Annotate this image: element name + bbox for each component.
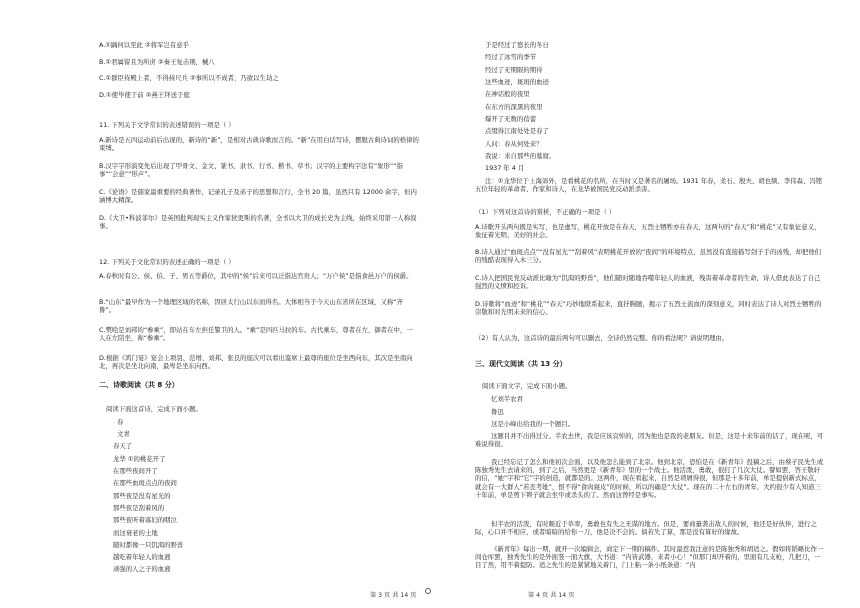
poem-line: 点缀得江南处处是春了 — [485, 127, 549, 135]
q10-option-b: B.①君属留且为所虏 ②秦王复击荆，械八 — [99, 58, 215, 66]
right-page — [430, 0, 860, 608]
poem-line: 那些夜听着寡妇的咽泣 — [113, 516, 177, 524]
section3-title: 三、现代文阅读（共 13 分） — [475, 360, 567, 368]
essay-paragraph: 这题目并不出得过分。半农去世，我是应该哀悼的，因为他也是我的老朋友。但是，这是十来年前的话了，现在呢，可难说得很。 — [475, 432, 824, 449]
poem-line: 经过了冰雪的季节 — [485, 53, 537, 61]
page-number: 第 4 页 共 14 页 — [528, 592, 575, 599]
poem-line: 春 — [117, 418, 124, 426]
q11-option-a: A.新诗是五四运动前后出现的，新诗的“新”，是相对古典诗歌而言的。“新”在用白话写诗，摆脱古典诗词的格律的束缚。 — [99, 136, 419, 153]
poem-line: 人问：春从何处来？ — [485, 140, 543, 148]
poem-line: 经过了无期限的期待 — [485, 66, 543, 74]
q11-option-c: C.《论语》是儒家最重要的经典著作，记录孔子及弟子的思想和言行，全书 20 篇，虽然只有 12000 余字，但内涵博大精深。 — [99, 188, 417, 205]
essay-paragraph: 但半农的活泼，有时颇近于草率，勇敢也有失之无谋的地方。但是，要商量袭击敌人的时候，他还是好伙伴，进行之际，心口并不相应，或者暗暗的给你一刀，他是决不会的。倘若失了算，那是没有算好的缘故。 — [475, 520, 817, 537]
page-number: 第 3 页 共 14 页 — [370, 592, 417, 599]
q1-option-a: A.诗歌开头两句既是实写，也是虚写，桃花开放是在春天，五烈士牺牲亦在春天，这两句的“春天”和“桃花”又有象征意义，象征着光明、美好的社会。 — [475, 223, 821, 240]
poem-line: 而这衰老的土地 — [113, 529, 158, 537]
poem-line: 春天了 — [113, 442, 133, 450]
q10-option-c: C.①群臣侍殿上者，不得持尺兵 ②事所以不成者，乃欲以生劫之 — [99, 74, 279, 82]
poem-line: 于是经过了悠长的冬日 — [485, 41, 549, 49]
poem-line: 在神话般的夜里 — [485, 90, 530, 98]
poem-note: 注：①龙华位于上海郊外，是看桃花的名所，在当时又是著名的屠场。1931 年春，柔石、殷夫、胡也频、李伟森、冯铿五位年轻的革命者、作家和诗人，在龙华被国民党反动派杀害。 — [475, 177, 823, 194]
poem-line: 随时都像一只饥渴的野兽 — [113, 541, 184, 549]
poem-line: 越吃着年轻人的血液 — [113, 553, 171, 561]
q11-option-d: D.《大卫•科波菲尔》是英国批判现实主义作家狄更斯的名著，全书以大卫的成长史为主线，始终采用第一人称叙事。 — [99, 214, 417, 231]
essay-author: 鲁迅 — [491, 408, 504, 416]
poem-line: 顽强的人之子的血液 — [113, 565, 171, 573]
essay-title: 忆刘半农君 — [491, 395, 523, 403]
poem-date: 1937 年 4 月 — [485, 164, 525, 172]
essay-paragraph: 这是小峰出给我的一个题目。 — [491, 420, 575, 428]
poem-line: 在那些血斑点点的夜间 — [113, 479, 177, 487]
poem-line: 我说：来自那些的墓窟。 — [485, 152, 556, 160]
q12-option-c: C.樊哙是刘邦的“参乘”，即站在车左担任警卫的人。“乘”是四匹马拉的车。古代乘车，尊者在左，御者在中，一人在左陪坐，称“参乘”。 — [99, 326, 413, 343]
q1-stem: （1）下列对这首诗的赏析，不正确的一项是（ ） — [475, 208, 616, 216]
poem-line: 那些夜是刮着风的 — [113, 504, 165, 512]
q1-option-b: B.诗人通过“血斑点点”“没有星光”“刮着风”表明桃花开放的“夜间”的环境特点，虽然没有直接描写刽子手的凶残，却把他们的残酷表现得入木三分。 — [475, 248, 822, 265]
poem-intro: 阅读下面这首诗，完成下面小题。 — [106, 405, 202, 413]
poem-line: 那些夜是没有星光的 — [113, 492, 171, 500]
q11-option-b: B.汉字字形演变先后出现了甲骨文、金文、篆书、隶书、行书、楷书、草书；汉字的主要构字法有“象形”“指事”“会意”“形声”。 — [99, 162, 403, 179]
q12-stem: 12. 下列关于文化常识的表述正确的一项是（ ） — [99, 258, 235, 266]
essay-paragraph: 我已经忘记了怎么和他初次会面，以及他怎么能到了北京。他到北京，恐怕是在《新青年》投稿之后，由蔡孑民先生或陈独秀先生去请来的，到了之后，当然更是《新青年》里的一个战士。他活泼，勇敢，很打了几次大仗。譬如罢，答王敬轩的信，“她”字和“它”字的创造，就都是的。这两件，现在看起来，自然是琐屑得很，但那是十多年前，单是提倡新式标点，就会有一大群人“若丧考妣”，恨不得“食肉寝皮”的时候，所以的确是“大仗”。现在的二十左右的青年，大约很少有人知道三十年前，单是剪下辫子就会坐牢或杀头的了。然而这曾经是事实。 — [475, 458, 824, 499]
q10-option-a: A.①踽何以至此 ②将军岂有意乎 — [99, 41, 190, 49]
section2-title: 二、诗歌阅读（共 8 分） — [99, 381, 179, 389]
essay-intro: 阅读下面文字，完成下面小题。 — [482, 382, 572, 390]
poem-line: 在那些夜间开了 — [113, 467, 158, 475]
poem-line: 在东方的深黑的夜里 — [485, 103, 543, 111]
q2-stem: （2）有人认为，这首诗的最后两句可以删去，全诗仍然完整。你的看法呢？请说明理由。 — [475, 334, 729, 342]
poem-line: 龙华 ①的桃花开了 — [113, 455, 166, 463]
q11-stem: 11. 下列关于文学常识的表述错误的一项是（ ） — [99, 121, 235, 129]
poem-line: 爆开了无数的蓓蕾 — [485, 115, 537, 123]
q12-option-b: B.“山东”最早作为一个地理区域的名称，因居太行山以东而得名。大体相当于今天山东省所在区域，又称“齐鲁”。 — [99, 298, 403, 315]
q12-option-d: D.根据《鸿门宴》宴会上项羽、范增、刘邦、张良的座次可以看出鉴席上最尊的座位是坐西向东，其次是坐南向北，再次是坐北向南，最卑是坐东向西。 — [99, 354, 413, 371]
q1-option-d: D.诗歌将“血迹”和“桃花”“春天”巧妙地联系起来，直抒胸臆，揭示了五烈士流血的深刻意义，同时表达了诗人对烈士牺牲的崇敬和对光明未来的信心。 — [475, 300, 822, 317]
q12-option-a: A.春秋时有公、侯、伯、子、男五等爵位，其中的“侯”后来可以泛指达官贵人；“万户侯”是指食邑万户的侯爵。 — [99, 272, 413, 280]
q1-option-c: C.诗人把国民党反动派比喻为“饥渴的野兽”，他们随时随地吞噬年轻人的血液，残害着革命者的生命，诗人借此表达了自己强烈的义愤和控诉。 — [475, 274, 821, 291]
poem-line: 这些血迹，斑斑的血迹 — [485, 78, 549, 86]
essay-paragraph: 《新青年》每出一期，就开一次编辑会，商定下一期的稿件。其时最惹我注意的是陈独秀和胡适之。假如将韬略比作一间仓库罢，独秀先生的是外面竖一面大旗，大书道：“内皆武器，来者小心！”但那门却开着的，里面有几支枪，几把刀，一目了然，用不着提防。适之先生的是紧紧地关着门，门上粘一条小纸条道：“内 — [475, 545, 824, 570]
poem-line: 文青 — [117, 430, 130, 438]
q10-option-d: D.①使毕使于前 ②燕王拜送于庭 — [99, 91, 190, 99]
